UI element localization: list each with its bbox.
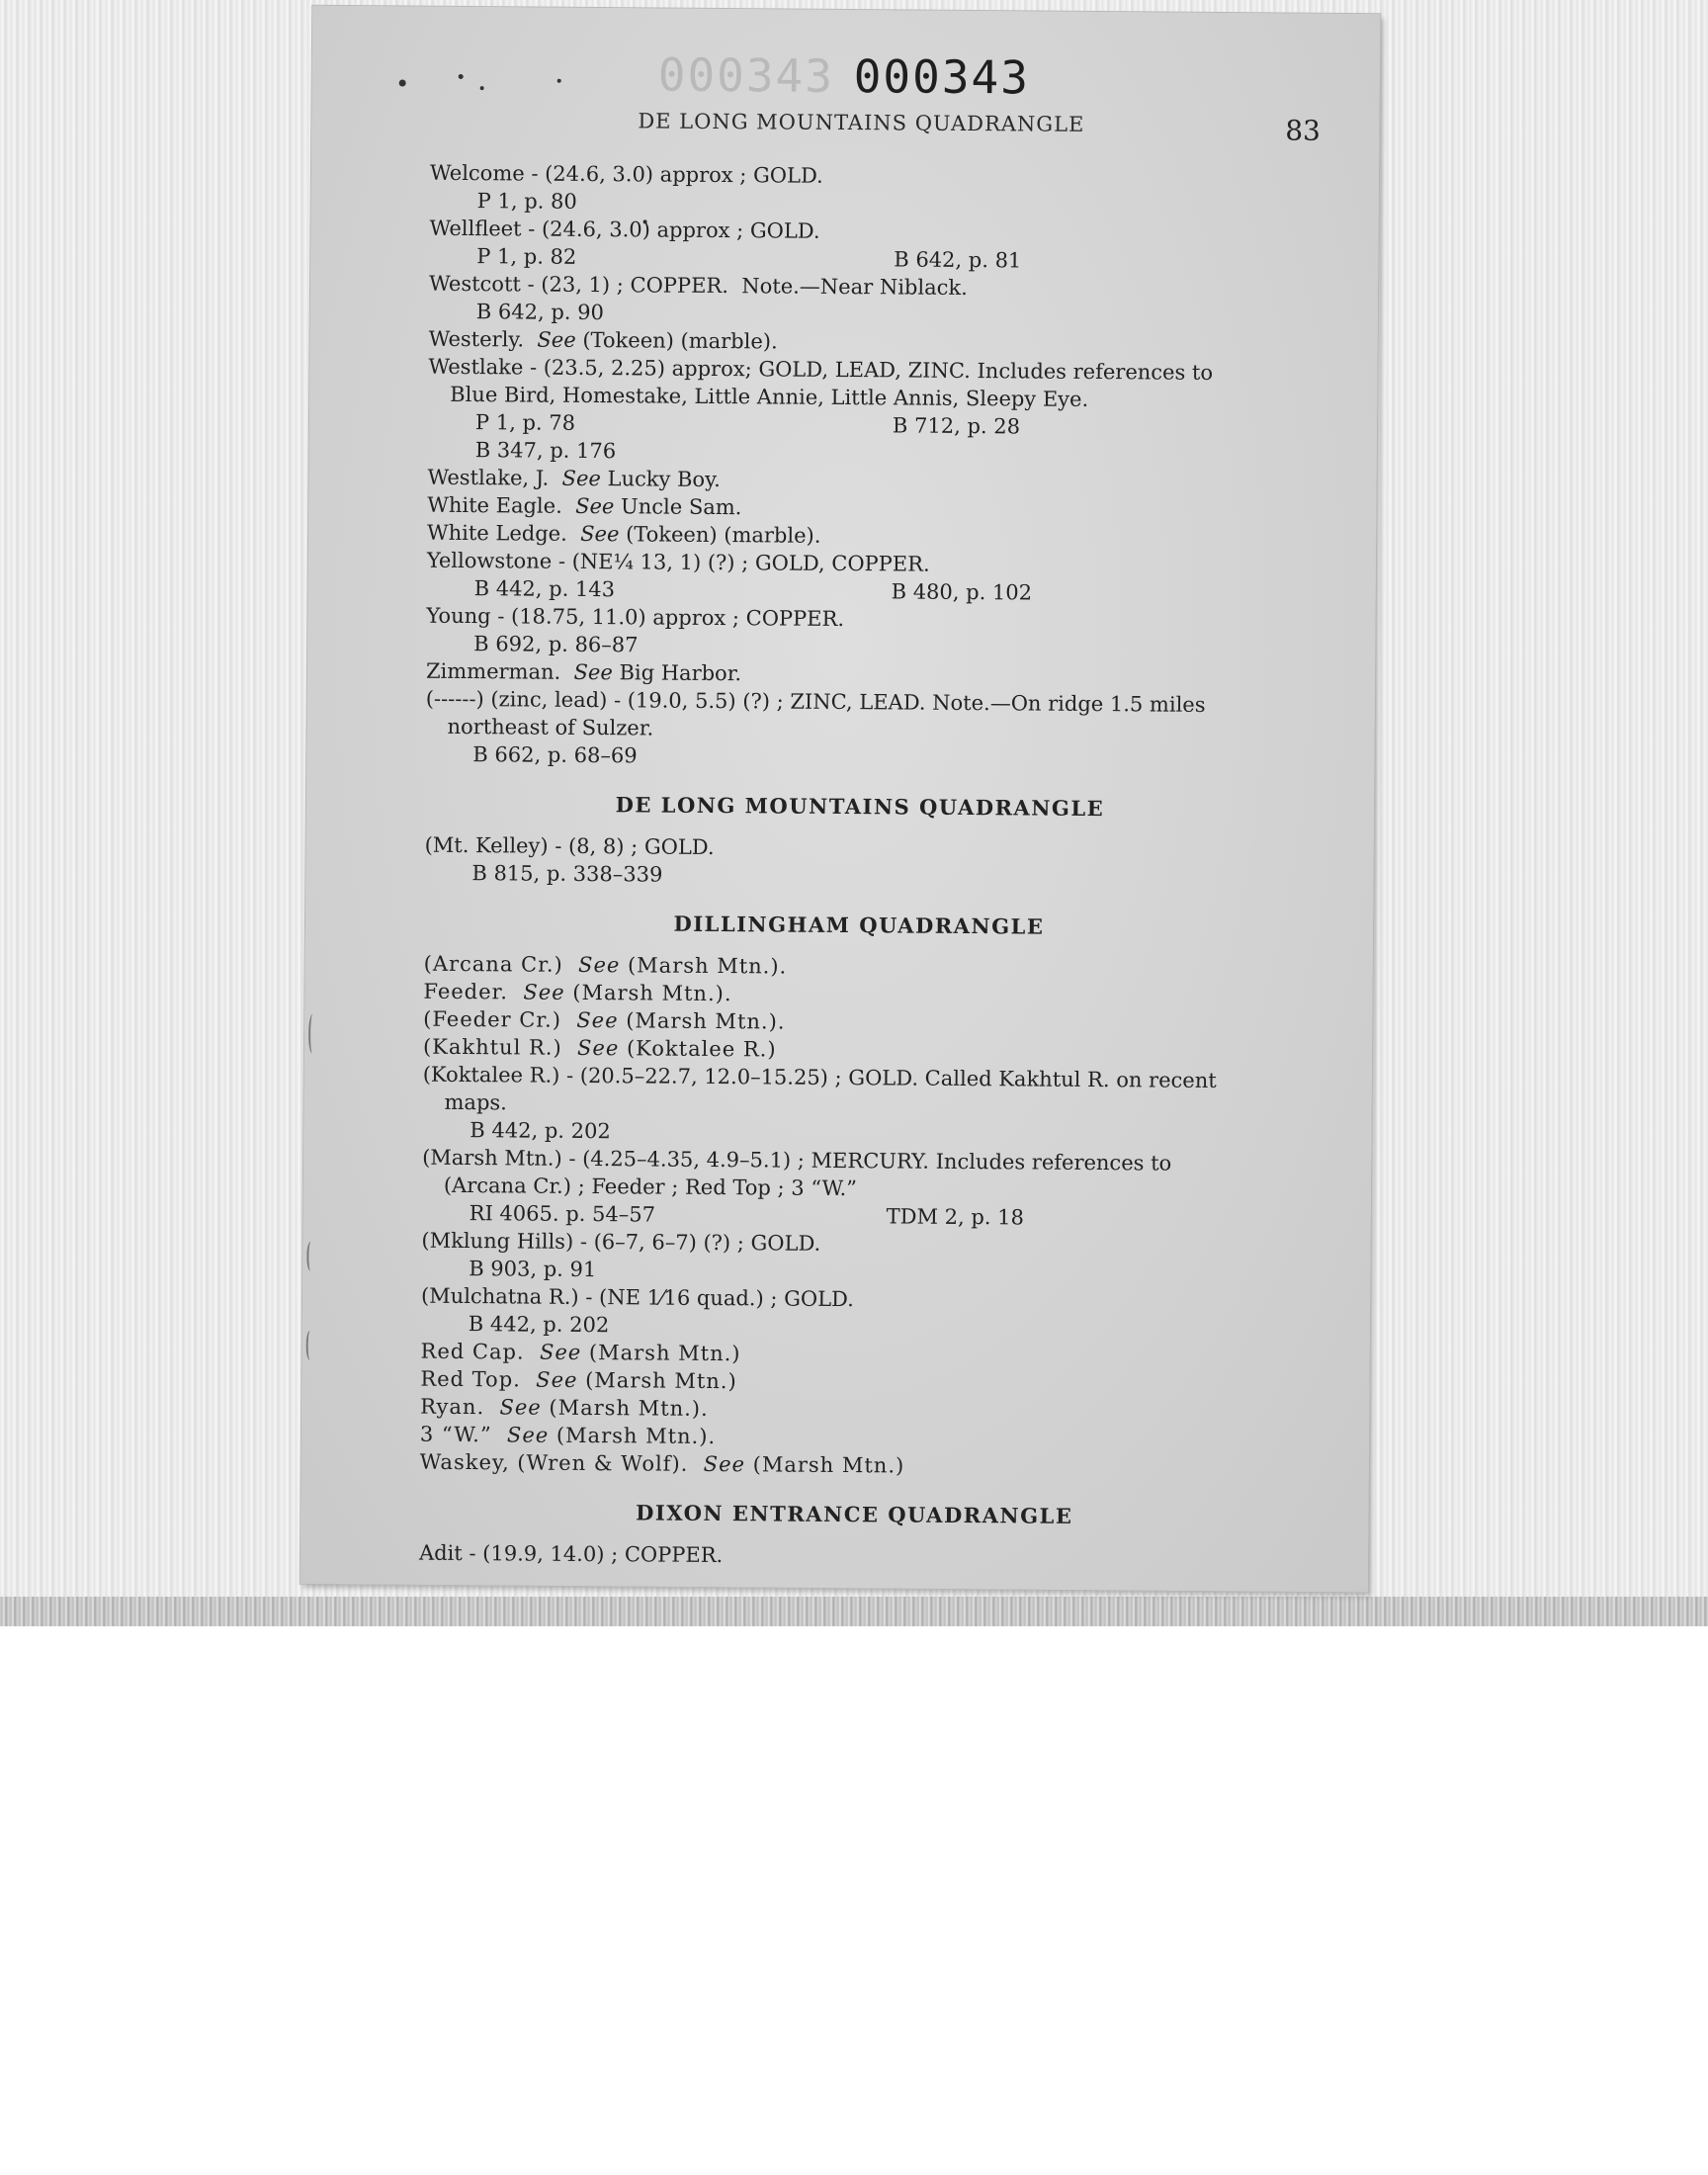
running-header: DE LONG MOUNTAINS QUADRANGLE — [638, 109, 1085, 136]
document-page — [300, 6, 1381, 1592]
speck — [557, 79, 561, 83]
reference: B 347, p. 176 — [474, 438, 617, 464]
entry-name: Zimmerman. — [425, 658, 561, 684]
entry-name: Red Top. — [420, 1366, 521, 1392]
see-target: Uncle Sam. — [621, 494, 742, 520]
entry-body: - (23, 1) ; COPPER. — [520, 272, 729, 299]
entry-text: quad.) ; GOLD. — [690, 1285, 854, 1312]
entry-name: White Eagle. — [427, 492, 562, 518]
see-label: See — [575, 493, 615, 519]
page-number: 83 — [1285, 114, 1322, 147]
entry-text: (Koktalee R.) - (20.5–22.7, 12.0–15.25) ; GOLD. Called Kakhtul R. on recent — [422, 1062, 1217, 1092]
see-target: (Marsh Mtn.) — [585, 1367, 737, 1394]
entry-name: 3 “W.” — [419, 1422, 492, 1447]
see-label: See — [576, 1007, 619, 1033]
entry-body: - (24.6, 3.0) approx ; GOLD. — [524, 161, 823, 188]
reference: B 815, p. 338–339 — [471, 861, 663, 887]
margin-mark — [308, 1014, 316, 1054]
see-label: See — [703, 1451, 746, 1477]
entry-text-continued: maps. — [444, 1089, 507, 1115]
entry-name: Feeder. — [423, 979, 509, 1004]
entry-name: White Ledge. — [427, 520, 567, 546]
entry-young: Young - (18.75, 11.0) approx ; COPPER. — [426, 603, 845, 632]
entry-name: (Feeder Cr.) — [423, 1006, 562, 1032]
see-label: See — [578, 952, 621, 978]
entry-body: - (24.6, 3.0) approx ; GOLD. — [521, 217, 820, 243]
entry-name: (Kakhtul R.) — [422, 1034, 562, 1060]
reference: B 442, p. 202 — [468, 1312, 610, 1338]
see-target: (Koktalee R.) — [626, 1036, 777, 1062]
see-target: (Tokeen) (marble). — [582, 327, 778, 354]
reference: B 442, p. 143 — [473, 576, 616, 602]
see-target: Big Harbor. — [619, 660, 742, 686]
see-target: (Marsh Mtn.). — [549, 1395, 709, 1421]
entry-name: Welcome — [429, 160, 525, 186]
see-target: (Marsh Mtn.). — [572, 980, 732, 1006]
speck — [459, 74, 464, 79]
reference: P 1, p. 80 — [476, 189, 577, 214]
entry-westlake — [428, 353, 1298, 415]
entry-name: Red Cap. — [420, 1339, 525, 1364]
reference: B 692, p. 86–87 — [473, 632, 639, 657]
section-heading-dixon: DIXON ENTRANCE QUADRANGLE — [636, 1500, 1073, 1528]
entry-koktalee-r — [422, 1061, 1292, 1123]
reference: RI 4065. p. 54–57 — [469, 1201, 656, 1227]
reference: TDM 2, p. 18 — [886, 1204, 1025, 1230]
reference: P 1, p. 78 — [474, 410, 576, 435]
scan-edge-streaks — [0, 1597, 1708, 1626]
section-heading-de-long: DE LONG MOUNTAINS QUADRANGLE — [615, 792, 1105, 822]
entry-text: (Marsh Mtn.) - (4.25–4.35, 4.9–5.1) ; MERCURY. Includes references to — [422, 1145, 1172, 1175]
entry-name: (Arcana Cr.) — [423, 951, 563, 977]
entry-marsh-mtn — [422, 1144, 1292, 1206]
see-label: See — [537, 327, 576, 352]
reference: B 442, p. 202 — [470, 1118, 611, 1144]
entry-unnamed-zinc-lead — [425, 685, 1295, 747]
see-target: (Tokeen) (marble). — [626, 522, 821, 548]
reference: B 712, p. 28 — [892, 413, 1021, 439]
entry-yellowstone: Yellowstone - (NE¼ 13, 1) (?) ; GOLD, COPPER. — [426, 548, 930, 576]
reference-row — [424, 859, 1294, 894]
entry-name: Waskey, (Wren & Wolf). — [419, 1449, 689, 1476]
see-label: See — [561, 466, 601, 491]
entry-mt-kelley: (Mt. Kelley) - (8, 8) ; GOLD. — [424, 832, 715, 860]
reference: B 642, p. 90 — [475, 300, 605, 325]
entry-text-continued: northeast of Sulzer. — [447, 714, 654, 740]
page-content — [419, 159, 1300, 1574]
see-target: (Marsh Mtn.) — [752, 1452, 905, 1478]
see-target: (Marsh Mtn.) — [588, 1341, 741, 1366]
bates-stamp-ghost: 000343 — [657, 47, 835, 103]
entry-name: Westerly. — [428, 326, 525, 352]
entry-text-continued: (Arcana Cr.) ; Feeder ; Red Top ; 3 “W.” — [443, 1173, 858, 1201]
see-label: See — [539, 1340, 582, 1364]
reference: B 662, p. 68–69 — [472, 742, 638, 768]
see-label: See — [576, 1035, 620, 1061]
see-target: (Marsh Mtn.). — [627, 953, 788, 979]
reference: B 903, p. 91 — [469, 1257, 597, 1282]
see-label: See — [580, 521, 620, 547]
bates-stamp: 000343 — [853, 49, 1031, 105]
entry-text-continued: Blue Bird, Homestake, Little Annie, Little Annis, Sleepy Eye. — [450, 382, 1089, 411]
reference: B 642, p. 81 — [894, 247, 1022, 273]
entry-name: Ryan. — [420, 1394, 485, 1420]
entry-name: Westlake, J. — [427, 465, 550, 490]
see-label: See — [573, 659, 613, 685]
reference-row — [425, 740, 1295, 775]
entry-mklung-hills: (Mklung Hills) - (6–7, 6–7) (?) ; GOLD. — [421, 1228, 821, 1256]
entry-name: Wellfleet — [429, 216, 522, 241]
margin-mark — [306, 1242, 314, 1271]
see-target: (Marsh Mtn.). — [626, 1008, 786, 1034]
reference: P 1, p. 82 — [476, 244, 577, 269]
section-heading-dillingham: DILLINGHAM QUADRANGLE — [673, 911, 1045, 939]
entry-text: (------) (zinc, lead) - (19.0, 5.5) (?) ; ZINC, LEAD. Note.—On ridge 1.5 miles — [425, 686, 1206, 717]
entry-text: (Mulchatna R.) - (NE — [420, 1283, 647, 1310]
speck — [480, 86, 484, 90]
speck — [399, 79, 406, 86]
entry-text: Westlake - (23.5, 2.25) approx; GOLD, LEAD, ZINC. Includes references to — [428, 354, 1214, 385]
see-label: See — [536, 1367, 578, 1392]
see-label: See — [499, 1395, 542, 1420]
see-label: See — [506, 1423, 550, 1447]
see-label: See — [523, 980, 565, 1004]
fraction: 1⁄16 — [646, 1285, 691, 1310]
reference: B 480, p. 102 — [891, 579, 1033, 605]
entry-note: Note.—Near Niblack. — [741, 274, 968, 300]
entry-name: Westcott — [428, 271, 521, 297]
margin-mark — [306, 1331, 314, 1360]
entry-adit: Adit - (19.9, 14.0) ; COPPER. — [418, 1540, 724, 1568]
entry-waskey — [420, 1448, 1290, 1483]
see-target: (Marsh Mtn.). — [555, 1423, 717, 1449]
see-target: Lucky Boy. — [607, 467, 721, 492]
